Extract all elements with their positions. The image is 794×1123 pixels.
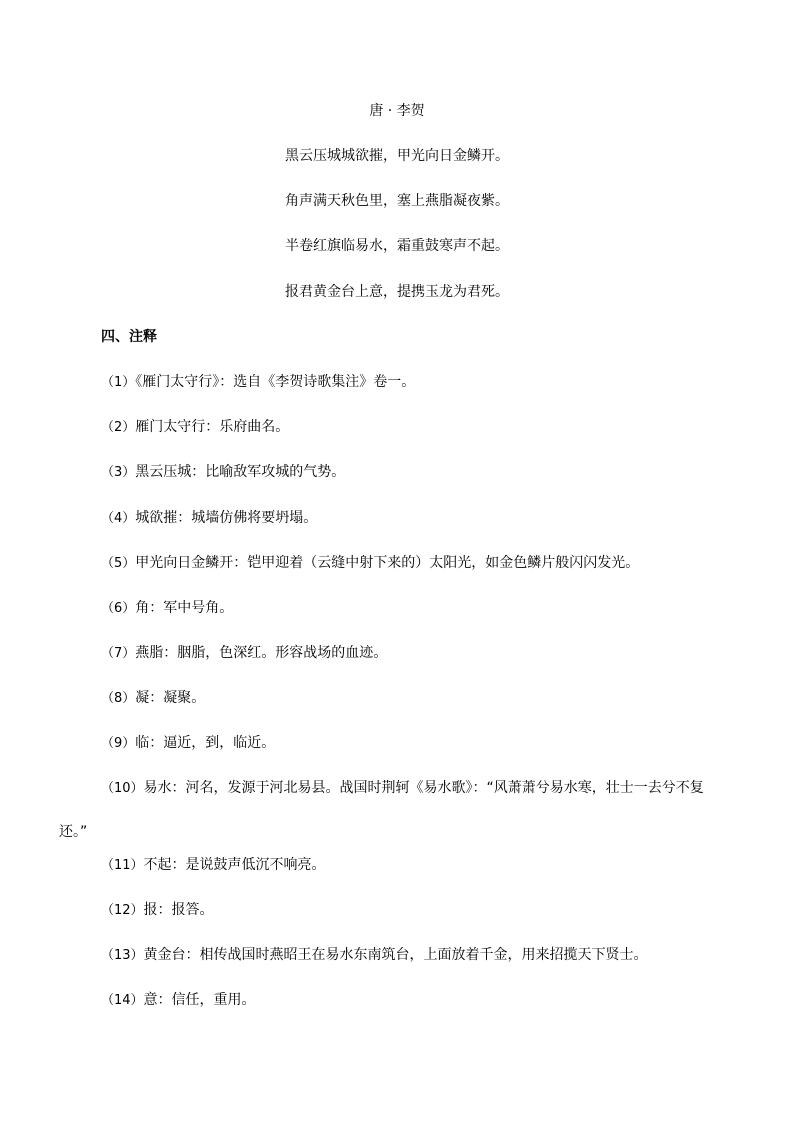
note-number: （12） [101, 903, 144, 918]
note-number: （6） [101, 601, 136, 616]
note-item [101, 643, 721, 664]
note-text: 黄金台：相传战国时燕昭王在易水东南筑台，上面放着千金，用来招揽天下贤士。 [143, 947, 648, 963]
note-number: （14） [101, 993, 144, 1008]
note-item [101, 733, 721, 754]
note-item [101, 855, 721, 876]
notes-heading: 四、注释 [101, 329, 157, 345]
poem-author-line: 唐 · 李贺 [369, 103, 425, 119]
note-item [101, 462, 721, 483]
note-text: 报：报答。 [143, 902, 214, 918]
note-item [101, 417, 721, 438]
note-item [101, 990, 721, 1011]
poem-line-3: 半卷红旗临易水，霜重鼓寒声不起。 [285, 238, 509, 254]
note-number: （4） [101, 511, 136, 526]
note-item [101, 900, 721, 921]
note-number: （11） [101, 858, 144, 873]
note-number: （8） [101, 691, 136, 706]
note-item [59, 778, 721, 842]
note-text: 黑云压城：比喻敌军攻城的气势。 [135, 464, 346, 480]
note-text: 雁门太守行：乐府曲名。 [135, 419, 290, 435]
note-text: 易水：河名，发源于河北易县。战国时荆轲《易水歌》：“风萧萧兮易水寒，壮士一去兮不复 [143, 780, 704, 796]
note-text-continuation: 还。” [59, 824, 88, 840]
note-text: 《雁门太守行》：选自《李贺诗歌集注》卷一。 [135, 374, 416, 390]
note-number: （3） [101, 465, 136, 480]
note-item [101, 372, 721, 393]
note-number: （13） [101, 948, 144, 963]
note-text: 燕脂：胭脂，色深红。形容战场的血迹。 [135, 645, 388, 661]
note-number: （10） [101, 781, 144, 796]
note-number: （7） [101, 646, 136, 661]
note-text: 临：逼近，到，临近。 [135, 735, 276, 751]
note-item [101, 553, 721, 574]
note-text: 意：信任，重用。 [143, 992, 256, 1008]
poem-line-2: 角声满天秋色里，塞上燕脂凝夜紫。 [285, 193, 509, 209]
note-item [101, 508, 721, 529]
note-item [101, 688, 721, 709]
note-number: （5） [101, 556, 136, 571]
note-text: 凝：凝聚。 [135, 690, 206, 706]
note-number: （2） [101, 420, 136, 435]
poem-line-1: 黑云压城城欲摧，甲光向日金鳞开。 [285, 148, 509, 164]
poem-line-4: 报君黄金台上意，提携玉龙为君死。 [285, 284, 509, 300]
note-number: （1） [101, 375, 136, 390]
note-number: （9） [101, 736, 136, 751]
note-text: 城欲摧：城墙仿佛将要坍塌。 [135, 510, 318, 526]
note-text: 角：军中号角。 [135, 600, 234, 616]
note-item [101, 598, 721, 619]
note-text: 甲光向日金鳞开：铠甲迎着（云缝中射下来的）太阳光，如金色鳞片般闪闪发光。 [135, 555, 640, 571]
note-text: 不起：是说鼓声低沉不响亮。 [143, 857, 326, 873]
note-item [101, 945, 721, 966]
